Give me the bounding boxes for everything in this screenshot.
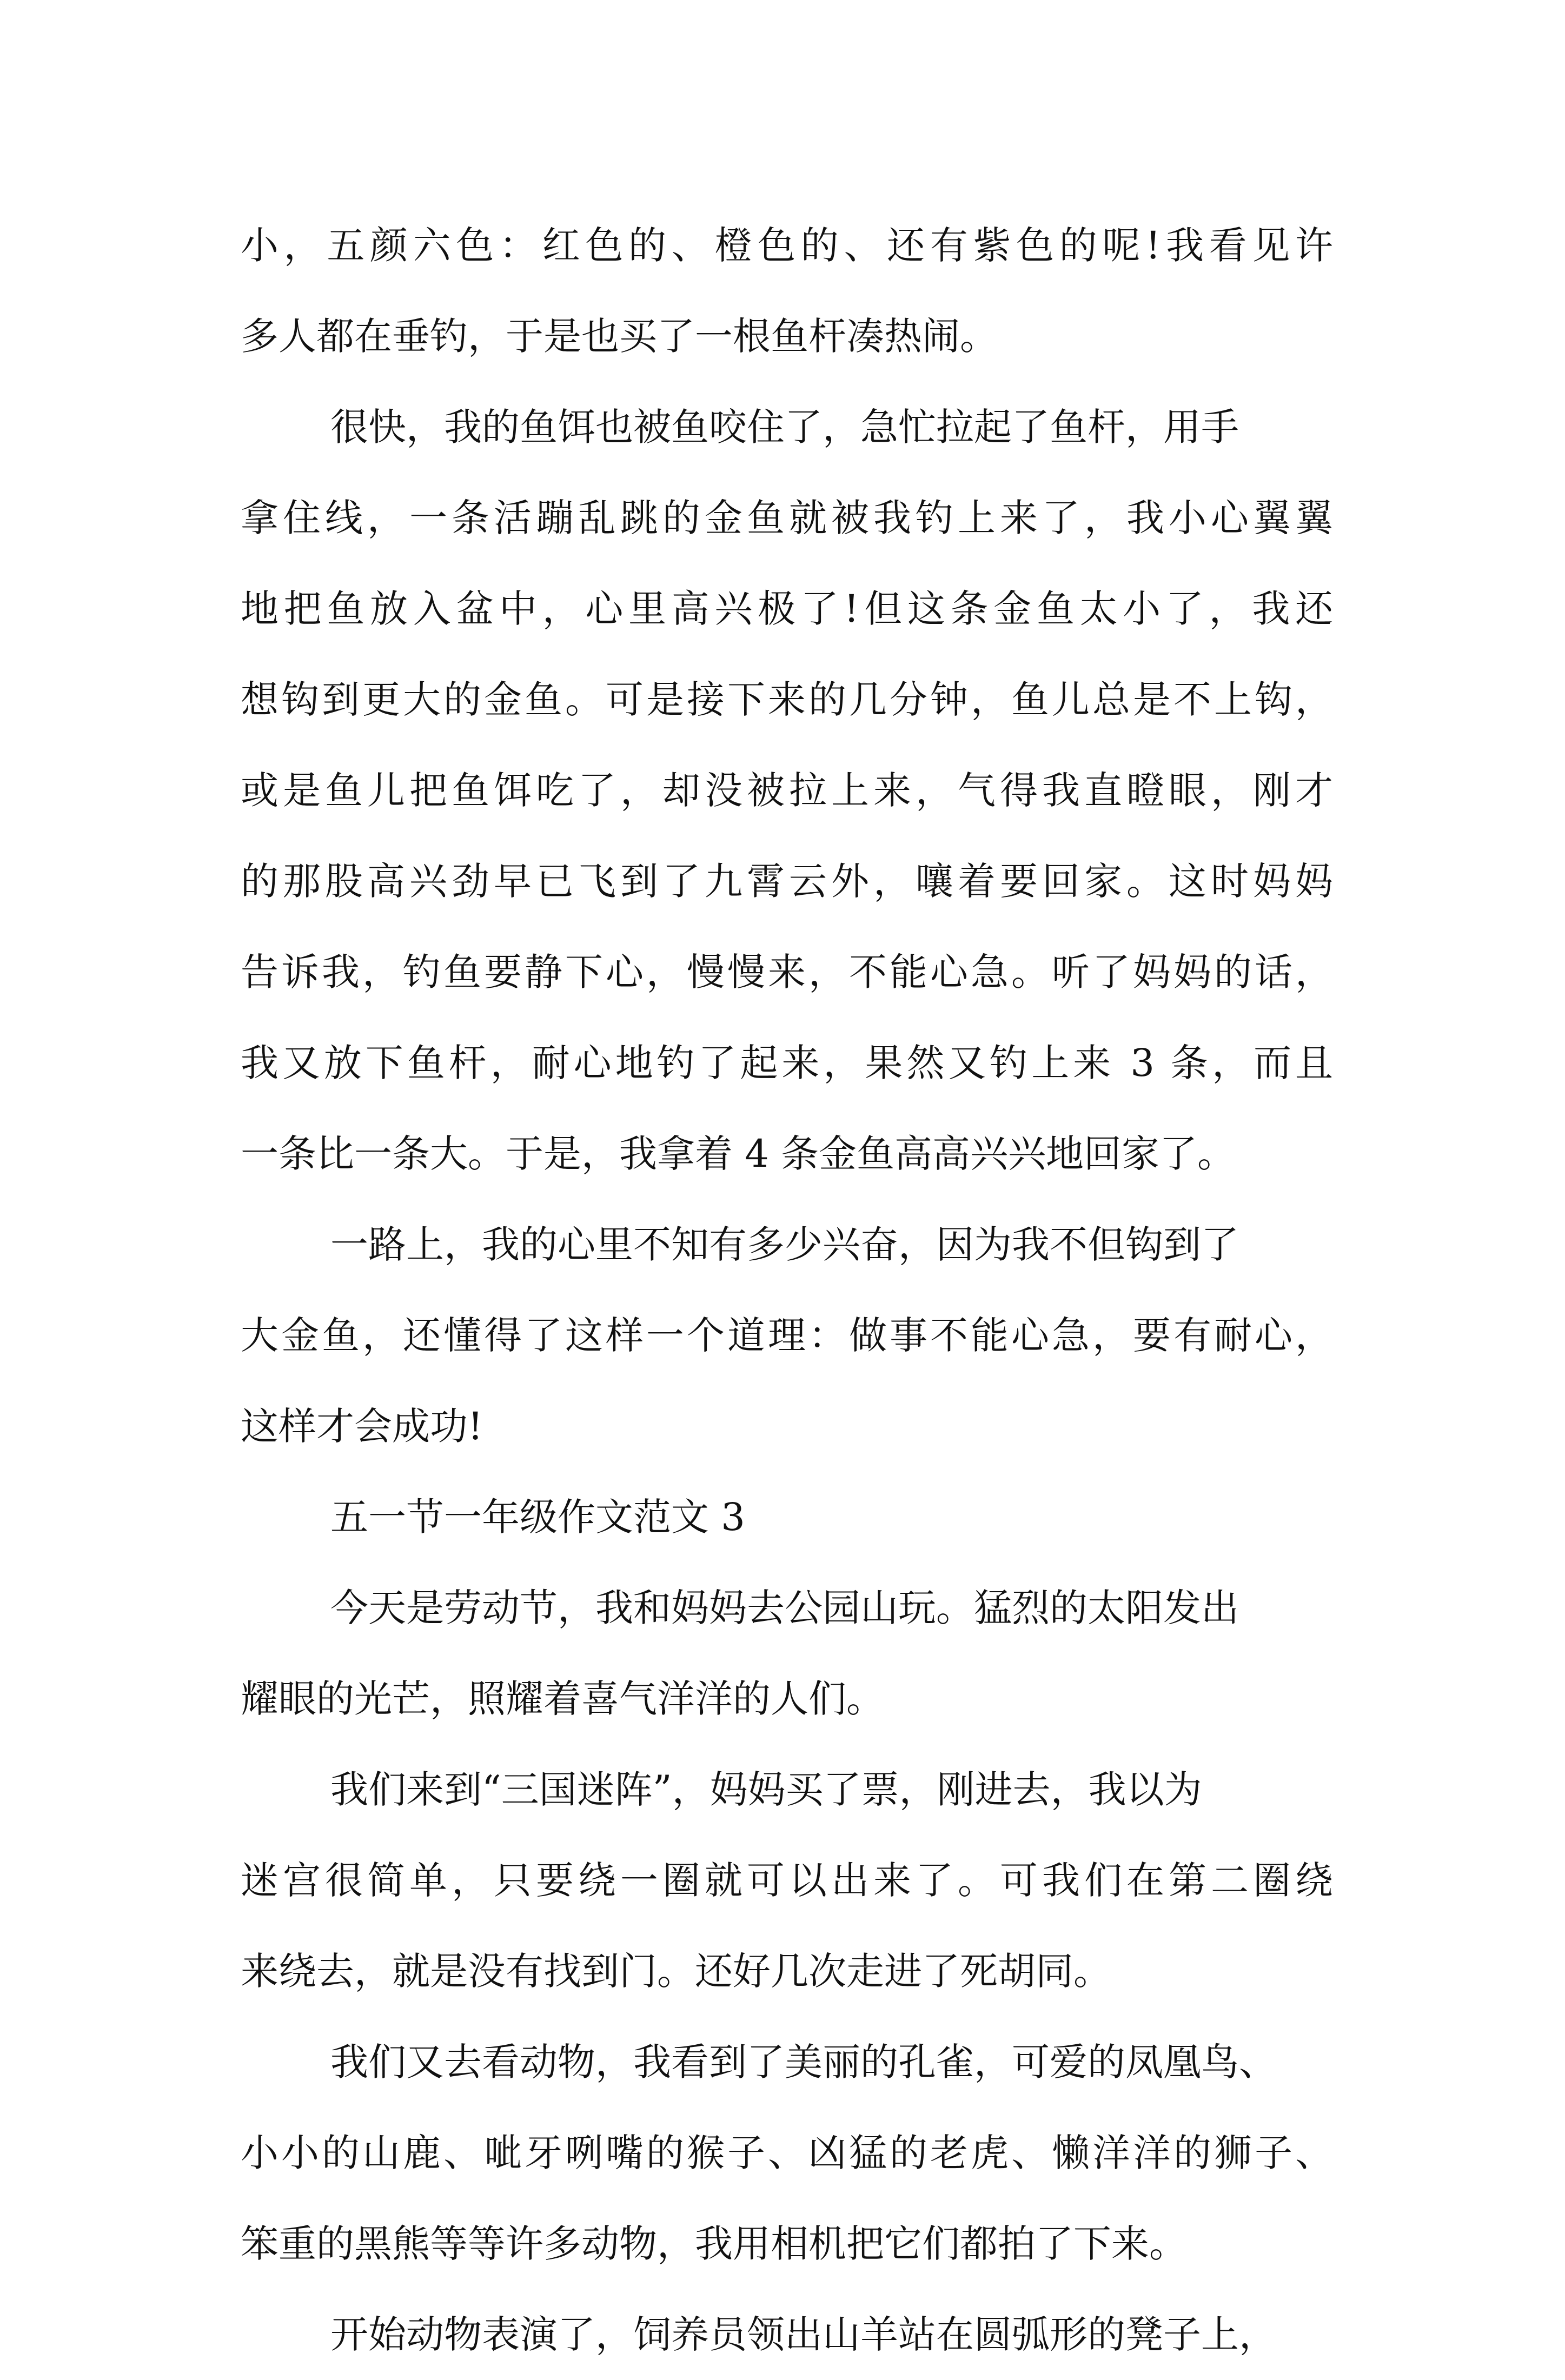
text-line: 我们又去看动物，我看到了美丽的孔雀，可爱的凤凰鸟、 bbox=[330, 2040, 1277, 2084]
text-line: 我们来到“三国迷阵”，妈妈买了票，刚进去，我以为 bbox=[330, 1767, 1202, 1812]
text-line: 小，五颜六色：红色的、橙色的、还有紫色的呢!我看见许 bbox=[241, 223, 1333, 268]
text-line: 笨重的黑熊等等许多动物，我用相机把它们都拍了下来。 bbox=[241, 2222, 1187, 2266]
text-line: 的那股高兴劲早已飞到了九霄云外，嚷着要回家。这时妈妈 bbox=[241, 859, 1333, 903]
text-line: 一路上，我的心里不知有多少兴奋，因为我不但钩到了 bbox=[330, 1222, 1239, 1267]
text-line: 想钩到更大的金鱼。可是接下来的几分钟，鱼儿总是不上钩， bbox=[241, 677, 1333, 722]
text-line: 大金鱼，还懂得了这样一个道理：做事不能心急，要有耐心， bbox=[241, 1313, 1333, 1358]
text-line: 今天是劳动节，我和妈妈去公园山玩。猛烈的太阳发出 bbox=[330, 1586, 1239, 1630]
text-line: 我又放下鱼杆，耐心地钓了起来，果然又钓上来 3 条，而且 bbox=[241, 1041, 1333, 1085]
text-line: 耀眼的光芒，照耀着喜气洋洋的人们。 bbox=[241, 1677, 884, 1721]
document-body bbox=[241, 200, 1333, 2380]
text-line: 这样才会成功! bbox=[241, 1404, 483, 1448]
text-line: 来绕去，就是没有找到门。还好几次走进了死胡同。 bbox=[241, 1949, 1111, 1993]
text-line: 告诉我，钓鱼要静下心，慢慢来，不能心急。听了妈妈的话， bbox=[241, 950, 1333, 994]
text-line: 多人都在垂钓，于是也买了一根鱼杆凑热闹。 bbox=[241, 314, 998, 358]
text-line: 迷宫很简单，只要绕一圈就可以出来了。可我们在第二圈绕 bbox=[241, 1858, 1333, 1903]
text-line: 地把鱼放入盆中，心里高兴极了!但这条金鱼太小了，我还 bbox=[241, 587, 1333, 631]
section-heading: 五一节一年级作文范文 3 bbox=[330, 1495, 745, 1539]
text-line: 很快，我的鱼饵也被鱼咬住了，急忙拉起了鱼杆，用手 bbox=[330, 405, 1239, 449]
text-line: 一条比一条大。于是，我拿着 4 条金鱼高高兴兴地回家了。 bbox=[241, 1132, 1236, 1176]
text-line: 拿住线，一条活蹦乱跳的金鱼就被我钓上来了，我小心翼翼 bbox=[241, 496, 1333, 540]
text-line: 小小的山鹿、呲牙咧嘴的猴子、凶猛的老虎、懒洋洋的狮子、 bbox=[241, 2131, 1333, 2175]
text-line: 或是鱼儿把鱼饵吃了，却没被拉上来，气得我直瞪眼，刚才 bbox=[241, 768, 1333, 813]
text-line: 开始动物表演了，饲养员领出山羊站在圆弧形的凳子上， bbox=[330, 2312, 1277, 2357]
